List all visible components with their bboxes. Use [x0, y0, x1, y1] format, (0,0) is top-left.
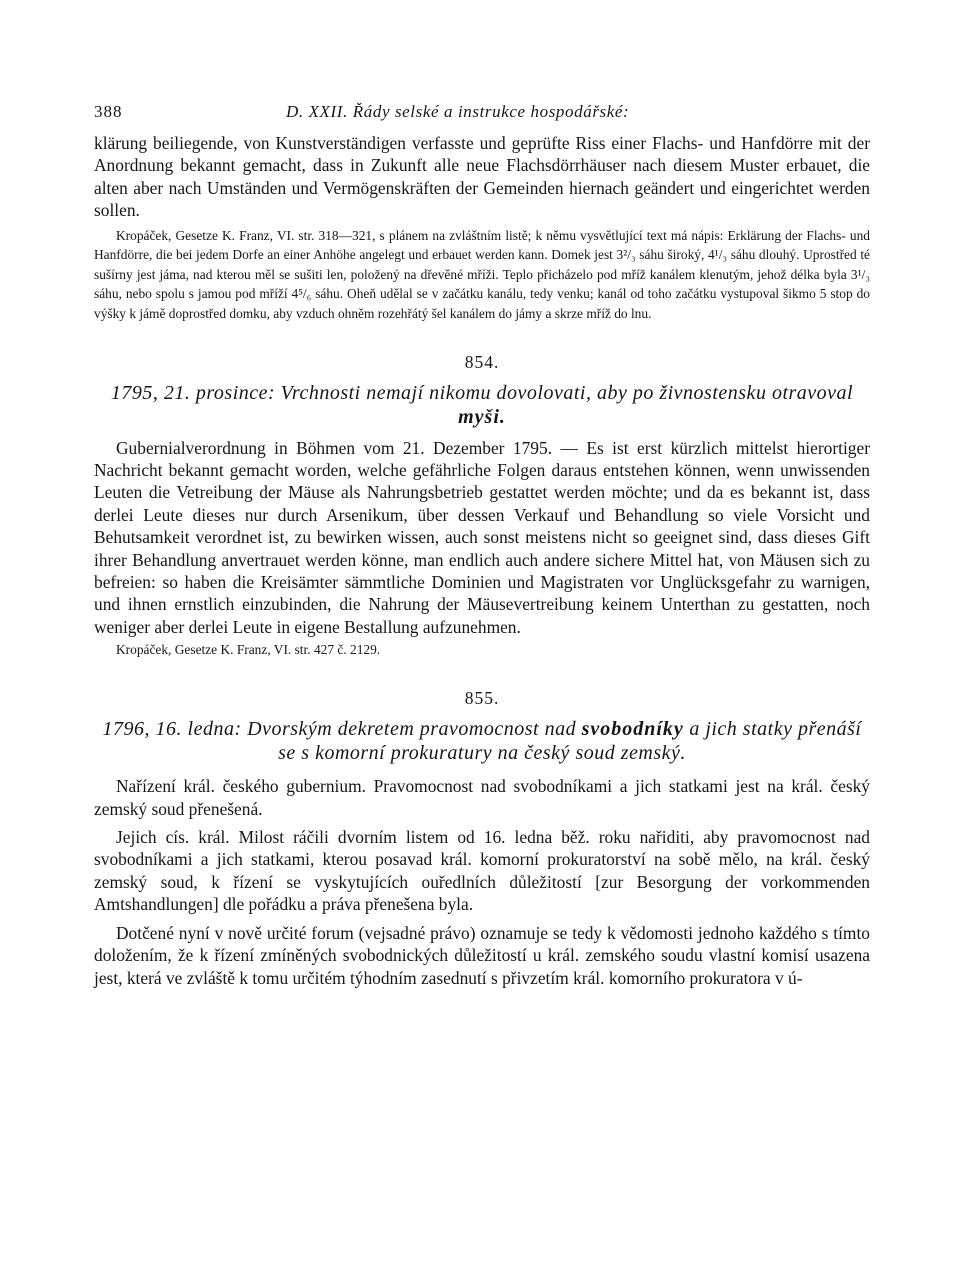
entry-855-number: 855. — [464, 688, 500, 709]
intro-paragraph: klärung beiliegende, von Kunstverständigen verfasste und geprüfte Riss einer Flachs- und Hanfdörre mit der Anordnung bekannt gemacht, dass in Zukunft alle neue Flachsdörrhäuser nach diesem Muster erbauet, die alten aber nach Umständen und Vermögenskräften der Gemeinden hiernach geändert und eingerichtet werden sollen. — [94, 133, 870, 221]
entry-855-title-text-b: a jich statky přenáší se s komorní prokuratury na český soud zemský. — [278, 718, 862, 765]
entry-854-title — [94, 381, 870, 429]
intro-note: Kropáček, Gesetze K. Franz, VI. str. 318—321, s plánem na zvláštním listě; k němu vysvětlující text má nápis: Erklärung der Flachs- und Hanfdörre, die bei jedem Dorfe an einer Anhöhe angelegt und erbauet werden kann. Domek jest 3²/₃ sáhu široký, 4¹/₃ sáhu dlouhý. Uprostřed té sušírny jest jáma, nad kterou měl se sušiti len, položený na dřevěné mříži. Teplo přicházelo pod mříž kanálem klenutým, jehož délka byla 3¹/₃ sáhu, nebo spolu s jamou pod mříží 4⁵/₆ sáhu. Oheň udělal se v začátku kanálu, tedy venku; kanál od toho začátku vystupoval šikmo 5 stop do výšky k jámě doprostřed domku, aby vzduch ohněm rozehřátý šel kanálem do jámy a skrze mříž do lnu. — [94, 227, 870, 321]
running-title: D. XXII. Řády selské a instrukce hospodářské: — [286, 102, 630, 121]
page-number: 388 — [94, 102, 123, 121]
entry-855-title-emphasis: svobodníky — [581, 718, 684, 741]
entry-855-paragraph-2: Jejich cís. král. Milost ráčili dvorním listem od 16. ledna běž. roku nařiditi, aby pravomocnost nad svobodníkami a jich statkami, kterou posavad král. komorní prokuratorství na sobě mělo, na král. český zemský soud, k řízení se vyskytujících ouředlních důležitostí [zur Besorgung der vorkommenden Amtshandlungen] dle pořádku a práva přenešena byla. — [94, 827, 870, 915]
entry-854-citation: Kropáček, Gesetze K. Franz, VI. str. 427 č. 2129. — [116, 642, 381, 658]
entry-855-title — [94, 717, 870, 765]
entry-854-paragraph: Gubernialverordnung in Böhmen vom 21. Dezember 1795. — Es ist erst kürzlich mittelst hierortiger Nachricht bekannt gemacht worden, welche gefährliche Folgen daraus entstehen können, wenn unwissenden Leuten die Vetreibung der Mäuse als Nahrungsbetrieb gestattet werden möchte; und da es bekannt ist, dass derlei Leute dieses nur durch Arsenikum, über dessen Verkauf und Behandlung so viele Vorsicht und Behutsamkeit verordnet ist, zu bewirken wissen, auch sonst meistens nicht so geeignet sind, dass dieses Gift ihrer Behandlung anvertrauet werden könne, man endlich auch andere sichere Mittel hat, von Mäusen sich zu befreien: so haben die Kreisämter sämmtliche Dominien und Magistraten vor Unglücksgefahr zu warnigen, und ihnen ernstlich einzubinden, die Nahrung der Mäusevertreibung keinem Unterthan zu gestatten, noch weniger aber derlei Leute in eigene Bestallung aufzunehmen. — [94, 437, 870, 637]
entry-854-title-text: 1795, 21. prosince: Vrchnosti nemají nikomu dovolovati, aby po živnostensku otravoval — [110, 381, 854, 404]
entry-855-paragraph-1: Nařízení král. českého gubernium. Pravomocnost nad svobodníkami a jich statkami jest na král. český zemský soud přenešená. — [94, 776, 870, 819]
entry-854-title-emphasis: myši. — [458, 405, 506, 428]
entry-855-title-text-a: 1796, 16. ledna: Dvorským dekretem pravomocnost nad — [102, 718, 582, 741]
page — [94, 100, 870, 989]
entry-855-paragraph-3: Dotčené nyní v nově určité forum (vejsadné právo) oznamuje se tedy k vědomosti jednoho každého s tímto doložením, že k řízení zmíněných svobodnických důležitostí u král. zemského soudu vlastní komisí usazena jest, která ve zvláště k tomu určitém týhodním zasednutí s přivzetím král. komorního prokuratora v ú- — [94, 922, 870, 988]
entry-854-number: 854. — [464, 351, 500, 372]
page-header — [94, 100, 870, 130]
